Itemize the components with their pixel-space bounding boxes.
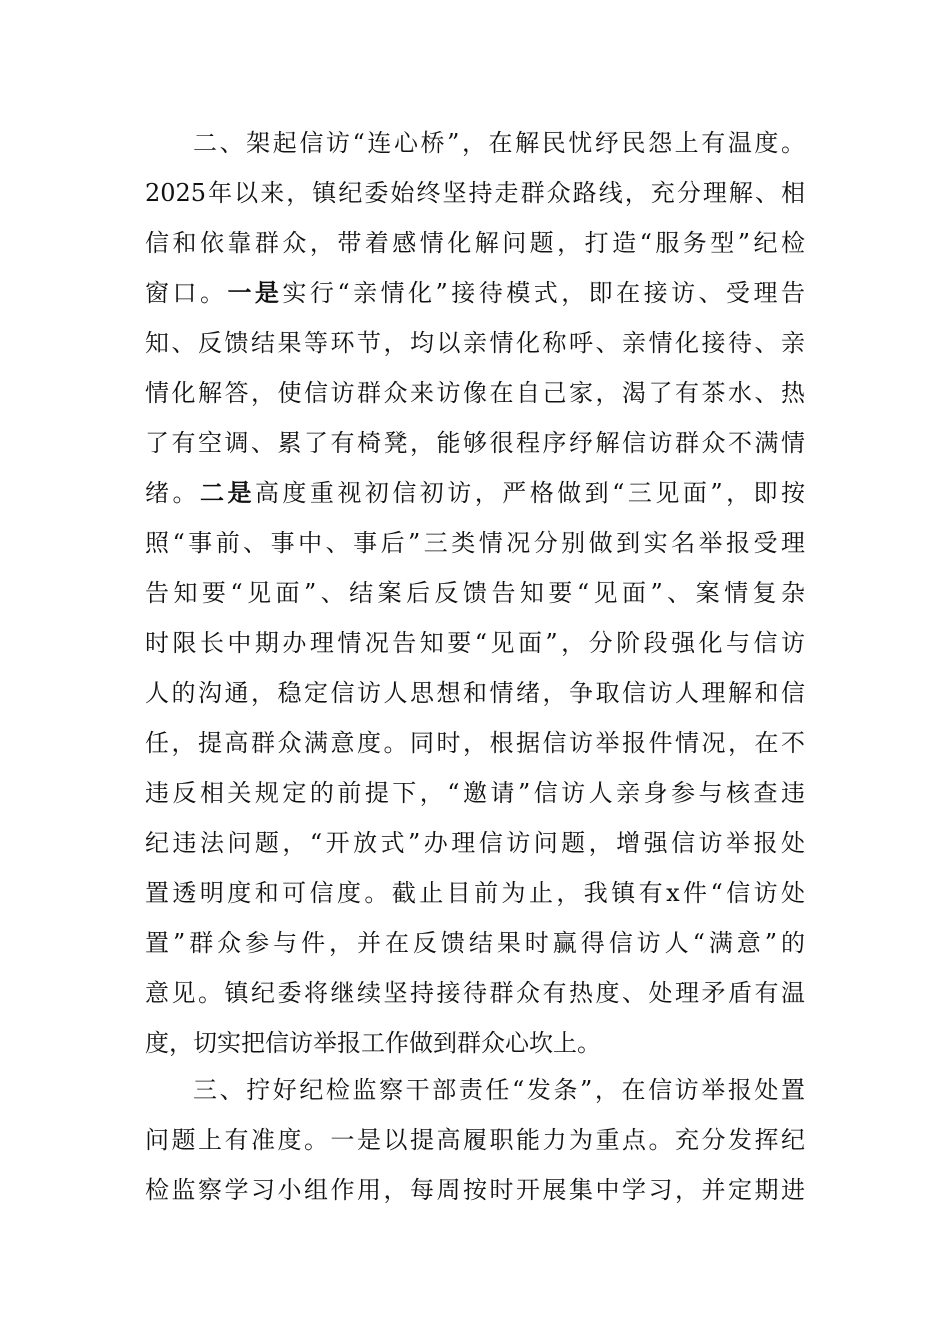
text-line: 置透明度和可信度。截止目前为止，我镇有x件“信访处 xyxy=(145,879,805,907)
emphasis-second: 二是 xyxy=(199,478,255,507)
text-line: 三、拧好纪检监察干部责任“发条”，在信访举报处置 xyxy=(193,1076,805,1104)
text-line: 度，切实把信访举报工作做到群众心坎上。 xyxy=(145,1029,601,1057)
text-line: 时限长中期办理情况告知要“见面”，分阶段强化与信访 xyxy=(145,629,805,657)
text-line: 了有空调、累了有椅凳，能够很程序纾解信访群众不满情 xyxy=(145,429,805,457)
text-line: 窗口。一是实行“亲情化”接待模式，即在接访、受理告 xyxy=(145,278,806,307)
text-line: 情化解答，使信访群众来访像在自己家，渴了有茶水、热 xyxy=(145,379,805,407)
text-line: 纪违法问题，“开放式”办理信访问题，增强信访举报处 xyxy=(145,829,805,857)
text-line: 违反相关规定的前提下，“邀请”信访人亲身参与核查违 xyxy=(145,779,805,807)
text-line: 二、架起信访“连心桥”，在解民忧纾民怨上有温度。 xyxy=(193,129,805,157)
text-line: 问题上有准度。一是以提高履职能力为重点。充分发挥纪 xyxy=(145,1126,805,1154)
paragraph-section-3 xyxy=(145,1065,805,1215)
text-line: 人的沟通，稳定信访人思想和情绪，争取信访人理解和信 xyxy=(145,679,805,707)
text-line: 意见。镇纪委将继续坚持接待群众有热度、处理矛盾有温 xyxy=(145,979,805,1007)
emphasis-first: 一是 xyxy=(227,278,283,307)
text-line: 2025年以来，镇纪委始终坚持走群众路线，充分理解、相 xyxy=(145,179,805,207)
text-line: 告知要“见面”、结案后反馈告知要“见面”、案情复杂 xyxy=(145,579,805,607)
text-line: 照“事前、事中、事后”三类情况分别做到实名举报受理 xyxy=(145,529,805,557)
text-line: 置”群众参与件，并在反馈结果时赢得信访人“满意”的 xyxy=(145,929,805,957)
text-line: 绪。二是高度重视初信初访，严格做到“三见面”，即按 xyxy=(145,478,806,507)
text-line: 知、反馈结果等环节，均以亲情化称呼、亲情化接待、亲 xyxy=(145,329,805,357)
text-line: 任，提高群众满意度。同时，根据信访举报件情况，在不 xyxy=(145,729,805,757)
text-line: 检监察学习小组作用，每周按时开展集中学习，并定期进 xyxy=(145,1176,805,1204)
text-line: 信和依靠群众，带着感情化解问题，打造“服务型”纪检 xyxy=(145,229,805,257)
paragraph-section-2 xyxy=(145,118,805,1068)
